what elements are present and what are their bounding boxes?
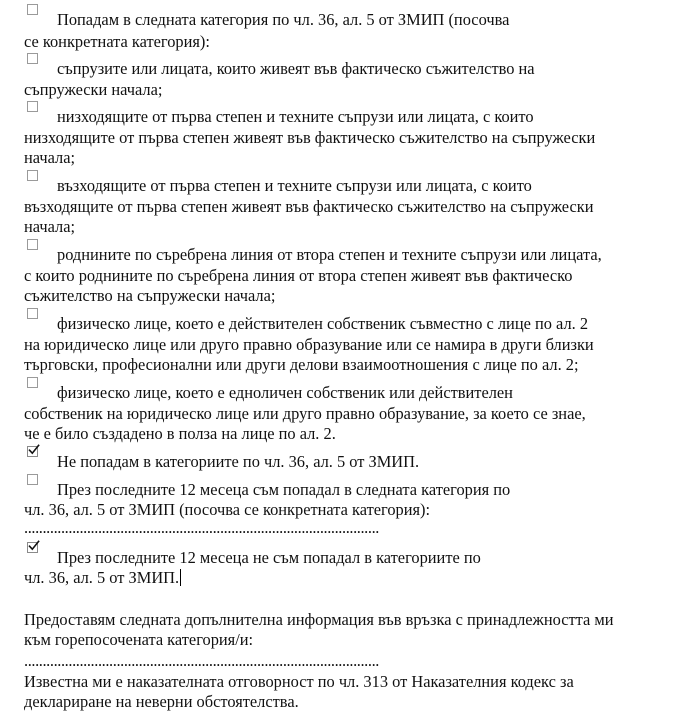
additional-info-fill-in-line[interactable]: ................................................................................................ xyxy=(24,651,379,670)
checkmark-icon xyxy=(28,540,40,552)
checkbox-past-12-months-applies[interactable] xyxy=(27,474,38,485)
additional-info-text: Предоставям следната допълнителна информация във връзка с принадлежността ми xyxy=(24,610,614,629)
checkbox-category-applies[interactable] xyxy=(27,4,38,15)
option-text-line: начала; xyxy=(24,148,76,167)
option-text-line: възходящите от първа степен и техните съпрузи или лицата, с които xyxy=(57,176,532,195)
checkbox-collateral-relatives[interactable] xyxy=(27,239,38,250)
option-text-line: Не попадам в категориите по чл. 36, ал. 5 от ЗМИП. xyxy=(57,452,420,471)
text-cursor xyxy=(180,569,181,586)
option-text-line: През последните 12 месеца не съм попадал в категориите по xyxy=(57,548,481,567)
option-text-line: роднините по съребрена линия от втора степен и техните съпрузи или лицата, xyxy=(57,245,602,264)
checkbox-ascendants[interactable] xyxy=(27,170,38,181)
checkbox-descendants[interactable] xyxy=(27,101,38,112)
option-text-line-with-caret xyxy=(24,568,181,588)
option-text-line: Попадам в следната категория по чл. 36, ал. 5 от ЗМИП (посочва xyxy=(57,10,510,29)
checkbox-not-in-category[interactable] xyxy=(27,446,38,457)
option-text-line: съжителство на съпружески начала; xyxy=(24,286,276,305)
checkbox-past-12-months-not-applies[interactable] xyxy=(27,542,38,553)
option-text-line: чл. 36, ал. 5 от ЗМИП (посочва се конкретната категория): xyxy=(24,500,431,519)
checkbox-joint-beneficial-owner[interactable] xyxy=(27,308,38,319)
option-text-line: низходящите от първа степен живеят във фактическо съжителство на съпружески xyxy=(24,128,596,147)
liability-statement: Известна ми е наказателната отговорност по чл. 313 от Наказателния кодекс за xyxy=(24,672,574,691)
option-text-line: начала; xyxy=(24,217,76,236)
option-text-line: чл. 36, ал. 5 от ЗМИП. xyxy=(24,568,180,587)
checkbox-spouses[interactable] xyxy=(27,53,38,64)
checkbox-sole-owner[interactable] xyxy=(27,377,38,388)
category-fill-in-line[interactable]: ................................................................................................ xyxy=(24,518,379,537)
option-text-line: че е било създадено в полза на лице по ал. 2. xyxy=(24,424,336,443)
option-text-line: физическо лице, което е действителен собственик съвместно с лице по ал. 2 xyxy=(57,314,589,333)
option-text-line: с които роднините по съребрена линия от втора степен живеят във фактическо xyxy=(24,266,573,285)
liability-statement: деклариране на неверни обстоятелства. xyxy=(24,692,299,711)
option-text-line: на юридическо лице или друго правно образувание или се намира в други близки xyxy=(24,335,594,354)
option-text-line: съпрузите или лицата, които живеят във фактическо съжителство на xyxy=(57,59,535,78)
option-text-line: търговски, професионални или други делови взаимоотношения с лице по ал. 2; xyxy=(24,355,579,374)
additional-info-text: към горепосочената категория/и: xyxy=(24,630,254,649)
option-text-line: низходящите от първа степен и техните съпрузи или лицата, с които xyxy=(57,107,534,126)
option-text-line: физическо лице, което е едноличен собственик или действителен xyxy=(57,383,513,402)
option-text-line: собственик на юридическо лице или друго правно образувание, за което се знае, xyxy=(24,404,586,423)
option-text-line: се конкретната категория): xyxy=(24,32,210,51)
checkmark-icon xyxy=(28,444,40,456)
option-text-line: съпружески начала; xyxy=(24,80,163,99)
option-text-line: През последните 12 месеца съм попадал в следната категория по xyxy=(57,480,511,499)
option-text-line: възходящите от първа степен живеят във фактическо съжителство на съпружески xyxy=(24,197,594,216)
